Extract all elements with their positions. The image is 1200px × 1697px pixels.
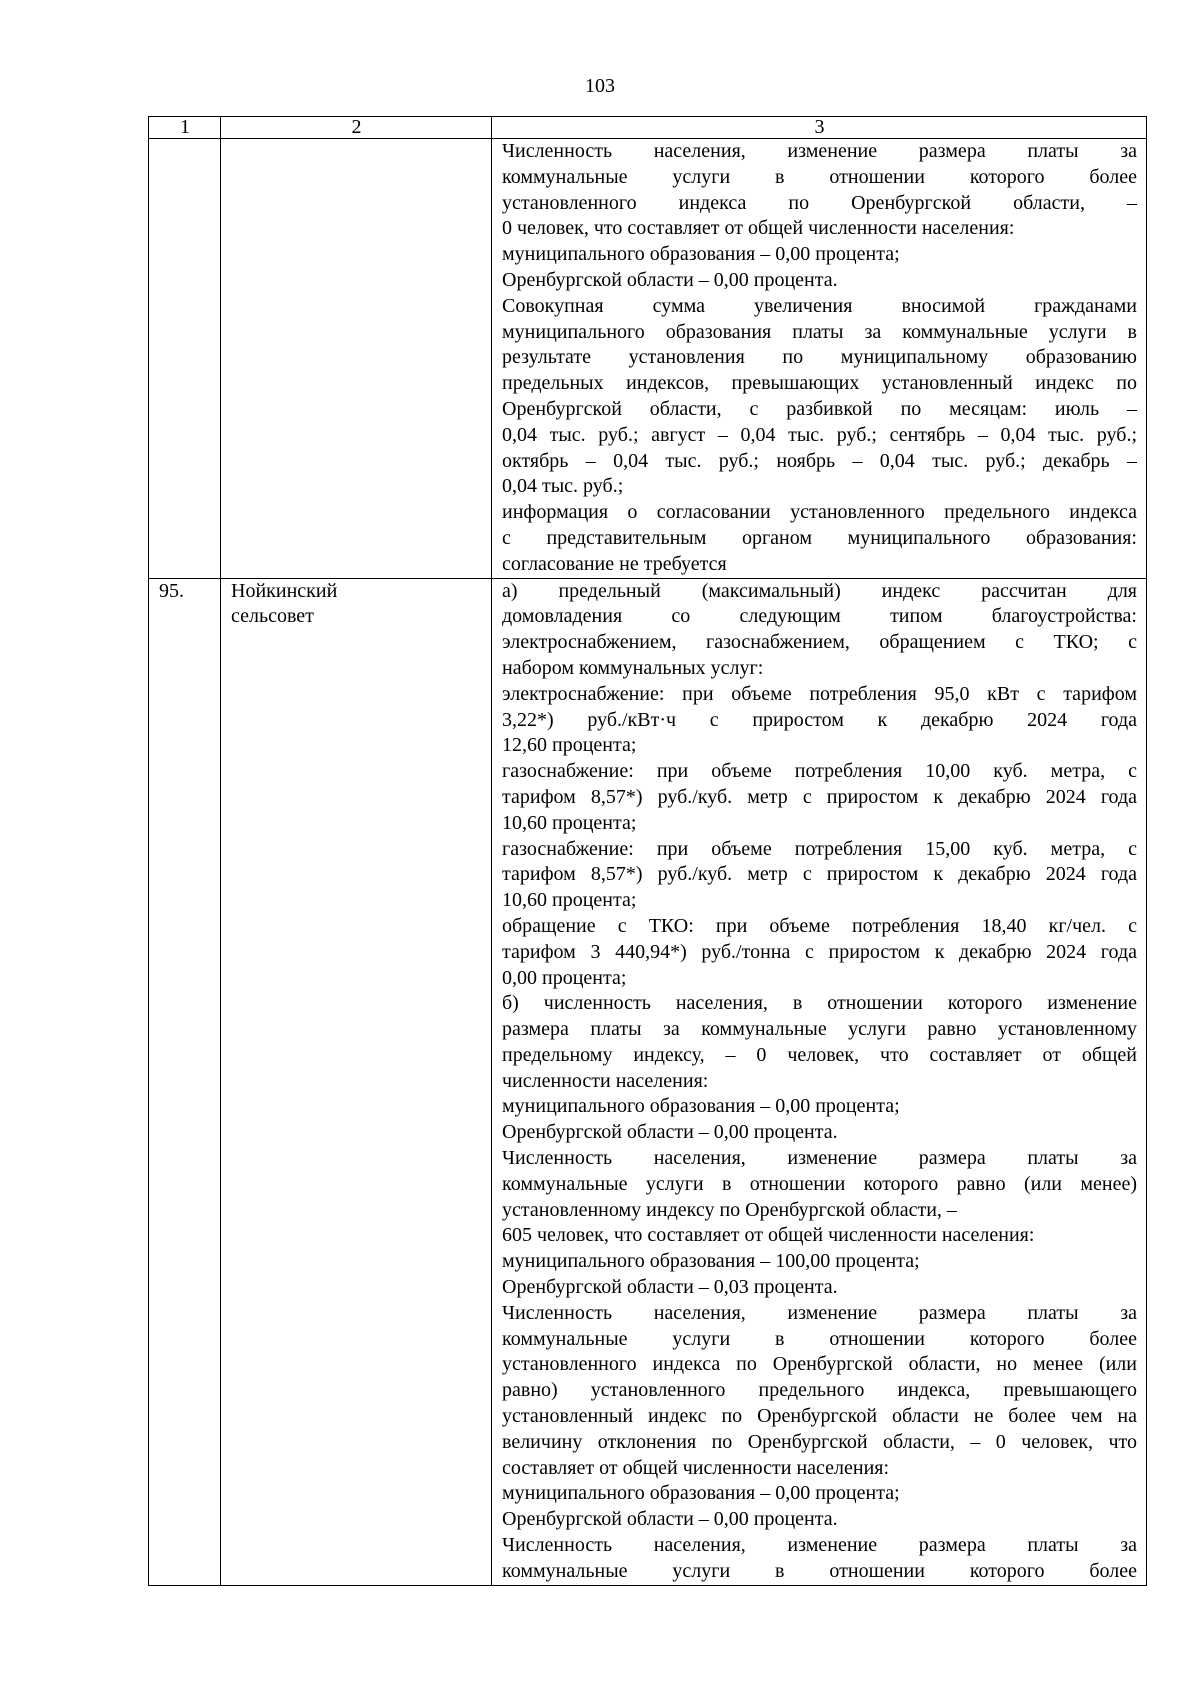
text-line: 12,60 процента; xyxy=(502,734,637,757)
text-line: размера платы за коммунальные услуги равно установленному xyxy=(502,1018,1137,1041)
text-line: Совокупная сумма увеличения вносимой гражданами xyxy=(502,294,1137,317)
indicator-text-cell xyxy=(492,139,1147,579)
text-line: домовладения со следующим типом благоустройства: xyxy=(502,605,1137,628)
text-line: газоснабжение: при объеме потребления 15,00 куб. метра, с xyxy=(502,837,1137,860)
text-line: Оренбургской области – 0,03 процента. xyxy=(502,1276,838,1299)
table-row-continuation xyxy=(149,139,1147,579)
text-line: Численность населения, изменение размера платы за xyxy=(502,140,1137,162)
text-line: Численность населения, изменение размера платы за xyxy=(502,1301,1137,1324)
column-header-3: 3 xyxy=(492,117,1147,139)
text-line: Численность населения, изменение размера платы за xyxy=(502,1147,1137,1170)
text-line: газоснабжение: при объеме потребления 10,00 куб. метра, с xyxy=(502,760,1137,783)
municipality-name-line: Нойкинский xyxy=(231,579,338,602)
text-line: тарифом 8,57*) руб./куб. метр с приростом к декабрю 2024 года xyxy=(502,863,1137,886)
text-line: 605 человек, что составляет от общей численности населения: xyxy=(502,1224,1035,1247)
text-line: равно) установленного предельного индекса, превышающего xyxy=(502,1379,1137,1402)
text-line: коммунальные услуги в отношении которого более xyxy=(502,1327,1137,1350)
text-line: Численность населения, изменение размера платы за xyxy=(502,1534,1137,1557)
column-header-1: 1 xyxy=(149,117,221,139)
text-line: муниципального образования – 0,00 процента; xyxy=(502,1095,900,1118)
municipality-name-line: сельсовет xyxy=(231,605,314,628)
text-line: коммунальные услуги в отношении которого равно (или менее) xyxy=(502,1172,1137,1195)
municipal-index-table xyxy=(148,116,1147,1586)
text-line: 3,22*) руб./кВт·ч с приростом к декабрю 2024 года xyxy=(502,708,1137,731)
text-line: установленному индексу по Оренбургской области, – xyxy=(502,1198,957,1221)
text-line: Оренбургской области – 0,00 процента. xyxy=(502,1508,838,1531)
text-line: 0 человек, что составляет от общей численности населения: xyxy=(502,217,1015,240)
text-line: установленного индекса по Оренбургской области, но менее (или xyxy=(502,1353,1137,1376)
text-line: электроснабжением, газоснабжением, обращением с ТКО; с xyxy=(502,631,1137,654)
column-header-2: 2 xyxy=(221,117,492,139)
indicator-text-cell xyxy=(492,578,1147,1585)
text-line: тарифом 3 440,94*) руб./тонна с приростом к декабрю 2024 года xyxy=(502,940,1137,963)
text-line: Оренбургской области – 0,00 процента. xyxy=(502,1121,838,1144)
text-line: предельных индексов, превышающих установленный индекс по xyxy=(502,372,1137,395)
text-line: коммунальные услуги в отношении которого более xyxy=(502,165,1137,188)
text-line: информация о согласовании установленного предельного индекса xyxy=(502,501,1137,524)
text-line: Оренбургской области, с разбивкой по месяцам: июль – xyxy=(502,397,1137,420)
text-line: муниципального образования – 0,00 процента; xyxy=(502,1482,900,1505)
text-line: составляет от общей численности населения: xyxy=(502,1456,890,1479)
text-line: установленный индекс по Оренбургской области не более чем на xyxy=(502,1405,1137,1428)
page-number: 103 xyxy=(585,75,615,97)
text-line: 0,04 тыс. руб.; xyxy=(502,475,624,498)
text-line: октябрь – 0,04 тыс. руб.; ноябрь – 0,04 тыс. руб.; декабрь – xyxy=(502,449,1137,472)
text-line: электроснабжение: при объеме потребления 95,0 кВт с тарифом xyxy=(502,682,1137,705)
municipality-name-cell xyxy=(221,578,492,1585)
text-line: муниципального образования – 0,00 процента; xyxy=(502,243,900,266)
table-row-95 xyxy=(149,578,1147,1585)
text-line: обращение с ТКО: при объеме потребления 18,40 кг/чел. с xyxy=(502,914,1137,937)
text-line: набором коммунальных услуг: xyxy=(502,656,764,679)
text-line: тарифом 8,57*) руб./куб. метр с приростом к декабрю 2024 года xyxy=(502,785,1137,808)
text-line: 10,60 процента; xyxy=(502,811,637,834)
text-line: Оренбургской области – 0,00 процента. xyxy=(502,268,838,291)
text-line: б) численность населения, в отношении которого изменение xyxy=(502,992,1137,1015)
text-line: 0,00 процента; xyxy=(502,966,627,989)
text-line: установленного индекса по Оренбургской области, – xyxy=(502,191,1137,214)
row-number-cell xyxy=(149,139,221,579)
text-line: 10,60 процента; xyxy=(502,889,637,912)
text-line: а) предельный (максимальный) индекс рассчитан для xyxy=(502,579,1137,602)
text-line: результате установления по муниципальному образованию xyxy=(502,346,1137,369)
text-line: численности населения: xyxy=(502,1069,709,1092)
text-line: муниципального образования – 100,00 процента; xyxy=(502,1250,920,1273)
text-line: согласование не требуется xyxy=(502,552,727,575)
text-line: величину отклонения по Оренбургской области, – 0 человек, что xyxy=(502,1430,1137,1453)
row-number-cell: 95. xyxy=(149,578,221,1585)
text-line: 0,04 тыс. руб.; август – 0,04 тыс. руб.; сентябрь – 0,04 тыс. руб.; xyxy=(502,423,1137,446)
text-line: с представительным органом муниципального образования: xyxy=(502,526,1137,549)
municipality-name-cell xyxy=(221,139,492,579)
text-line: муниципального образования платы за коммунальные услуги в xyxy=(502,320,1137,343)
text-line: предельному индексу, – 0 человек, что составляет от общей xyxy=(502,1043,1137,1066)
table-header-row xyxy=(149,117,1147,139)
text-line: коммунальные услуги в отношении которого более xyxy=(502,1559,1137,1582)
